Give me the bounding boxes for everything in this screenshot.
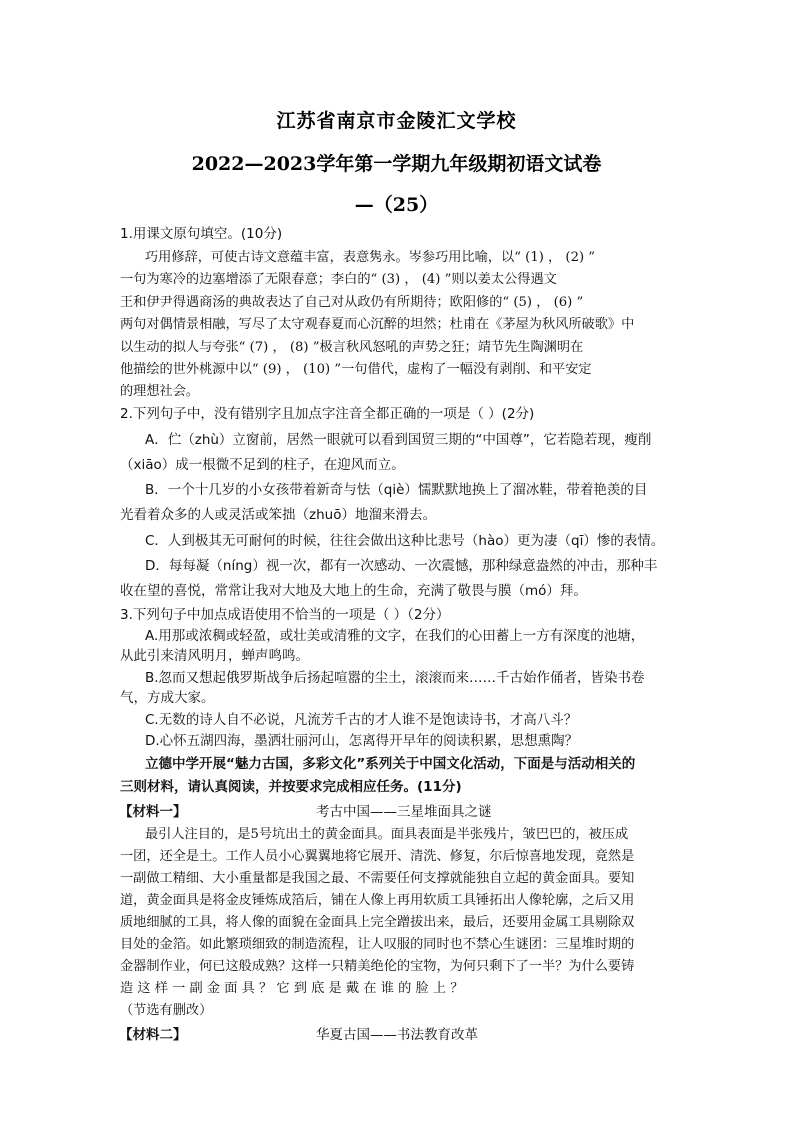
question-3-option-a: A.用那或浓稠或轻盈，或壮美或清雅的文字，在我们的心田蓄上一方有深度的池塘， xyxy=(145,628,645,644)
exam-number: —（25） xyxy=(354,194,439,216)
school-title: 江苏省南京市金陵汇文学校 xyxy=(276,110,517,132)
question-2-option-a: A．伫（zhù）立窗前，居然一眼就可以看到国贸三期的“中国尊”，它若隐若现，瘦削 xyxy=(145,432,652,448)
material-1-line: 一副做工精细、大小重量都是我国之最、不需要任何支撑就能独自立起的黄金面具。要知 xyxy=(120,871,635,886)
question-1-line: 的理想社会。 xyxy=(120,384,200,399)
material-1-line: 一团，还全是土。工作人员小心翼翼地将它展开、清洗、修复，尔后惊喜地发现，竟然是 xyxy=(120,849,635,864)
question-2-option-b-cont: 光看着众多的人或灵活或笨拙（zhuō）地溜来滑去。 xyxy=(120,507,436,523)
question-1-line: 以生动的拟人与夸张“ (7) ， (8) ”极言秋风怒吼的声势之狂；靖节先生陶渊明在 xyxy=(120,340,584,355)
activity-intro: 立德中学开展“魅力古国，多彩文化”系列关于中国文化活动，下面是与活动相关的 xyxy=(145,756,636,772)
material-1-line: 最引人注目的，是5号坑出土的黄金面具。面具表面是半张残片，皱巴巴的，被压成 xyxy=(145,827,629,842)
question-1-line: 他描绘的世外桃源中以“ (9) ， (10) ”一句借代，虚构了一幅没有剥削、和平安定 xyxy=(120,362,592,377)
question-3-option-a-cont: 从此引来清风明月，蝉声鸣鸣。 xyxy=(120,648,309,664)
question-1-line: 王和伊尹得遇商汤的典故表达了自己对从政仍有所期待；欧阳修的“ (5) ， (6) ” xyxy=(120,295,584,310)
material-1-source-note: （节选有删改） xyxy=(120,1003,213,1018)
question-2-option-a-cont: （xiāo）成一根微不足到的柱子，在迎风而立。 xyxy=(120,457,405,473)
material-1-line: 目处的金箔。如此繁琐细致的制造流程，让人叹服的同时也不禁心生谜团：三星堆时期的 xyxy=(120,937,635,952)
question-1-title: 1.用课文原句填空。(10分) xyxy=(120,226,283,242)
material-1-line: 道，黄金面具是将金皮锤炼成箔后，铺在人像上再用软质工具锤拓出人像轮廓，之后又用 xyxy=(120,893,635,908)
activity-intro-cont: 三则材料，请认真阅读，并按要求完成相应任务。(11分) xyxy=(120,779,462,795)
question-1-line: 巧用修辞，可使古诗文意蕴丰富，表意隽永。岑参巧用比喻，以“ (1) ， (2) ” xyxy=(145,250,596,265)
question-3-option-b: B.忽而又想起俄罗斯战争后扬起喧嚣的尘土，滚滚而来……千古始作俑者，皆染书卷 xyxy=(145,670,645,686)
question-2-option-d: D．每每凝（níng）视一次，都有一次感动、一次震憾，那种绿意盎然的冲击，那种丰 xyxy=(145,558,658,574)
material-1-line: 造 这 样 一 副 金 面 具 ？ 它 到 底 是 戴 在 谁 的 脸 上 ？ xyxy=(120,981,464,996)
question-2-option-b: B．一个十几岁的小女孩带着新奇与怯（qiè）懦默默地换上了溜冰鞋，带着艳羡的目 xyxy=(145,482,648,498)
question-2-option-d-cont: 收在望的喜悦，常常让我对大地及大地上的生命，充满了敬畏与膜（mó）拜。 xyxy=(120,583,587,599)
question-2-title: 2.下列句子中，没有错别字且加点字注音全都正确的一项是（ ）(2分) xyxy=(120,406,535,422)
question-1-line: 一句为寒冷的边塞增添了无限春意；李白的“ (3) ， (4) ”则以姜太公得遇文 xyxy=(120,272,557,287)
material-1-line: 金器制作业，何已这般成熟？这样一只精美绝伦的宝物，为何只剩下了一半？为什么要铸 xyxy=(120,959,635,974)
material-1-label: 【材料一】 xyxy=(119,804,187,820)
material-1-line: 质地细腻的工具，将人像的面貌在金面具上完全蹭拔出来，最后，还要用金属工具剔除双 xyxy=(120,915,635,930)
question-2-option-c: C．人到极其无可耐何的时候，往往会做出这种比悲号（hào）更为凄（qī）惨的表情。 xyxy=(145,533,665,549)
exam-title: 2022—2023学年第一学期九年级期初语文试卷 xyxy=(191,153,602,175)
material-2-title: 华夏古国——书法教育改革 xyxy=(316,1027,478,1043)
material-2-label: 【材料二】 xyxy=(119,1027,187,1043)
question-3-option-b-cont: 气，方成大家。 xyxy=(120,690,215,706)
question-3-option-c: C.无数的诗人自不必说，凡流芳千古的才人谁不是饱读诗书，才高八斗？ xyxy=(145,712,578,728)
question-3-title: 3.下列句子中加点成语使用不恰当的一项是（ ）（2分） xyxy=(120,607,450,623)
question-3-option-d: D.心怀五湖四海，墨洒壮丽河山，怎离得开早年的阅读积累，思想熏陶？ xyxy=(145,733,579,749)
question-1-line: 两句对偶情景相融，写尽了太守观春夏而心沉醉的坦然；杜甫在《茅屋为秋风所破歌》中 xyxy=(120,317,635,332)
material-1-title: 考古中国——三星堆面具之谜 xyxy=(316,804,492,820)
